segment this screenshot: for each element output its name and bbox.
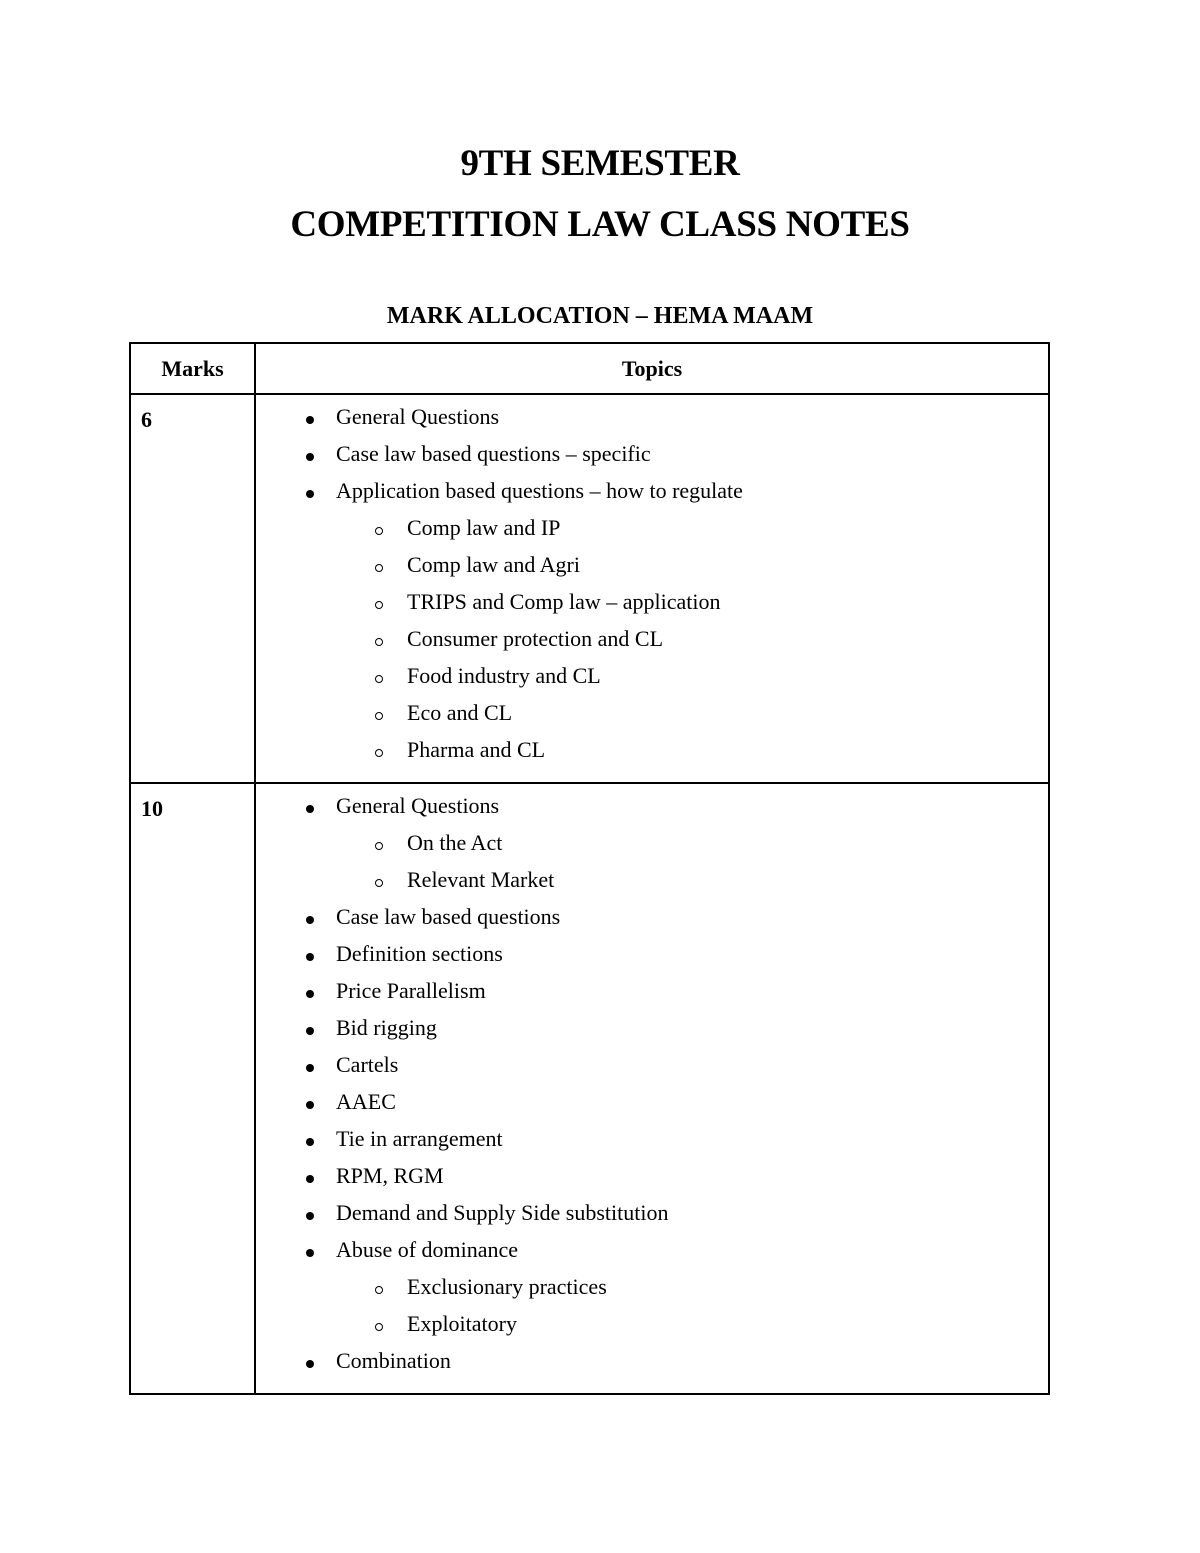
bullet-circle-icon: [375, 744, 383, 761]
topic-list-item: [256, 1015, 1048, 1052]
topic-list-item: [256, 904, 1048, 941]
topics-column-header: [255, 343, 1049, 394]
marks-column-header: [130, 343, 255, 394]
topics-cell: [255, 783, 1049, 1394]
topic-text: Comp law and IP: [407, 515, 561, 540]
document-title-semester: 9TH SEMESTER: [460, 143, 740, 184]
topic-text: Comp law and Agri: [407, 552, 580, 577]
bullet-disc-icon: [306, 1059, 314, 1076]
table-row: [130, 394, 1049, 783]
bullet-circle-icon: [375, 670, 383, 687]
bullet-disc-icon: [306, 485, 314, 502]
marks-header-label: Marks: [161, 356, 224, 381]
topic-list-item: [256, 1163, 1048, 1200]
table-header-row: [130, 343, 1049, 394]
marks-cell: 10: [130, 783, 255, 1394]
bullet-disc-icon: [306, 1355, 314, 1372]
subtopic-list-item: [256, 515, 1048, 552]
topic-list-item: [256, 478, 1048, 515]
topic-text: Bid rigging: [336, 1015, 437, 1040]
topic-text: Tie in arrangement: [336, 1126, 503, 1151]
topic-list-item: [256, 1126, 1048, 1163]
topic-text: TRIPS and Comp law – application: [407, 589, 721, 614]
topic-text: AAEC: [336, 1089, 396, 1114]
topic-text: Application based questions – how to regulate: [336, 478, 743, 503]
bullet-circle-icon: [375, 1318, 383, 1335]
topic-list-item: [256, 404, 1048, 441]
topic-text: On the Act: [407, 830, 503, 855]
bullet-disc-icon: [306, 1207, 314, 1224]
topics-header-label: Topics: [621, 356, 683, 381]
subtopic-list-item: [256, 663, 1048, 700]
topic-list-item: [256, 1052, 1048, 1089]
topic-text: Exploitatory: [407, 1311, 517, 1336]
topic-text: Abuse of dominance: [336, 1237, 519, 1262]
topics-cell: [255, 394, 1049, 783]
bullet-circle-icon: [375, 837, 383, 854]
subtopic-list-item: [256, 830, 1048, 867]
table-body: [130, 394, 1049, 1394]
bullet-disc-icon: [306, 1022, 314, 1039]
bullet-circle-icon: [375, 874, 383, 891]
topic-text: Case law based questions: [336, 904, 561, 929]
bullet-circle-icon: [375, 707, 383, 724]
topic-text: Combination: [336, 1348, 451, 1373]
topic-text: Cartels: [336, 1052, 399, 1077]
subtopic-list-item: [256, 589, 1048, 626]
topic-text: General Questions: [336, 404, 500, 429]
bullet-disc-icon: [306, 448, 314, 465]
topic-text: Consumer protection and CL: [407, 626, 664, 651]
topic-text: Definition sections: [336, 941, 503, 966]
topic-text: Case law based questions – specific: [336, 441, 651, 466]
subtopic-list-item: [256, 700, 1048, 737]
subtopic-list-item: [256, 867, 1048, 904]
topic-text: Pharma and CL: [407, 737, 546, 762]
topic-text: General Questions: [336, 793, 500, 818]
bullet-circle-icon: [375, 559, 383, 576]
topic-text: Relevant Market: [407, 867, 555, 892]
topic-list-item: [256, 1348, 1048, 1385]
bullet-disc-icon: [306, 800, 314, 817]
bullet-disc-icon: [306, 1244, 314, 1261]
bullet-circle-icon: [375, 596, 383, 613]
topic-text: Food industry and CL: [407, 663, 601, 688]
mark-allocation-table: [129, 342, 1050, 1395]
bullet-disc-icon: [306, 411, 314, 428]
bullet-circle-icon: [375, 633, 383, 650]
bullet-disc-icon: [306, 911, 314, 928]
topic-list-item: [256, 1089, 1048, 1126]
subtopic-list-item: [256, 1311, 1048, 1348]
subtopic-list-item: [256, 626, 1048, 663]
subtopic-list-item: [256, 737, 1048, 774]
bullet-disc-icon: [306, 1170, 314, 1187]
topic-list-item: [256, 1200, 1048, 1237]
topic-text: RPM, RGM: [336, 1163, 444, 1188]
bullet-circle-icon: [375, 522, 383, 539]
topic-text: Exclusionary practices: [407, 1274, 607, 1299]
marks-cell: 6: [130, 394, 255, 783]
bullet-disc-icon: [306, 948, 314, 965]
bullet-disc-icon: [306, 985, 314, 1002]
table-row: [130, 783, 1049, 1394]
bullet-disc-icon: [306, 1096, 314, 1113]
topic-text: Price Parallelism: [336, 978, 486, 1003]
bullet-disc-icon: [306, 1133, 314, 1150]
document-title-course: COMPETITION LAW CLASS NOTES: [290, 204, 910, 245]
subtopic-list-item: [256, 552, 1048, 589]
topic-list-item: [256, 441, 1048, 478]
subtopic-list-item: [256, 1274, 1048, 1311]
topic-list-item: [256, 1237, 1048, 1274]
topic-text: Eco and CL: [407, 700, 513, 725]
topic-list-item: [256, 793, 1048, 830]
document-subtitle: MARK ALLOCATION – HEMA MAAM: [386, 303, 814, 329]
bullet-circle-icon: [375, 1281, 383, 1298]
topic-text: Demand and Supply Side substitution: [336, 1200, 669, 1225]
topic-list-item: [256, 978, 1048, 1015]
topic-list-item: [256, 941, 1048, 978]
